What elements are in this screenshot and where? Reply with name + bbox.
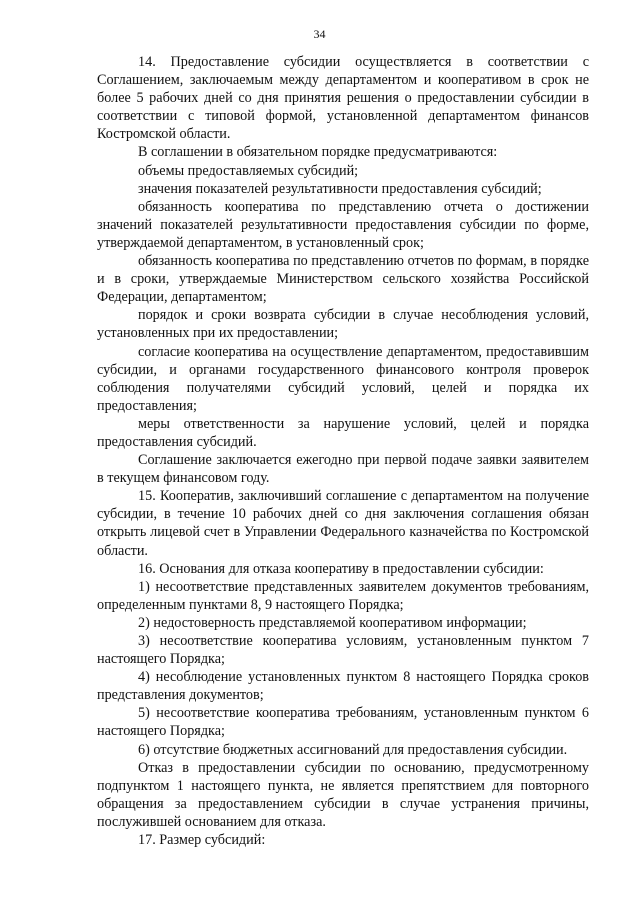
paragraph-17: 17. Размер субсидий:	[138, 832, 266, 849]
list-item: 3) несоответствие кооператива условиям, установленным пунктом 7 настоящего Порядка;	[97, 633, 589, 668]
list-item: обязанность кооператива по представлению отчетов по формам, в порядке и в сроки, утверждаемые Министерством сельского хозяйства Российской Федерации, департаментом;	[97, 253, 589, 306]
paragraph-agreement-intro: В соглашении в обязательном порядке предусматриваются:	[138, 144, 498, 161]
list-item: 4) несоблюдение установленных пунктом 8 настоящего Порядка сроков представления документов;	[97, 669, 589, 704]
list-item: 5) несоответствие кооператива требованиям, установленным пунктом 6 настоящего Порядка;	[97, 705, 589, 740]
list-item: 2) недостоверность представляемой кооперативом информации;	[138, 614, 527, 631]
page-number: 34	[313, 27, 326, 41]
list-item: 1) несоответствие представленных заявителем документов требованиям, определенным пунктами 8, 9 настоящего Порядка;	[97, 578, 589, 613]
paragraph-14: 14. Предоставление субсидии осуществляется в соответствии с Соглашением, заключаемым между департаментом и кооперативом в срок не более 5 рабочих дней со дня принятия решения о предоставлении субсидии в соответствии с типовой формой, установленной департаментом финансов Костромской области.	[97, 54, 589, 143]
list-item: 6) отсутствие бюджетных ассигнований для предоставления субсидии.	[138, 741, 568, 758]
list-item: порядок и сроки возврата субсидии в случае несоблюдения условий, установленных при их предоставлении;	[97, 307, 589, 342]
paragraph-refusal-note: Отказ в предоставлении субсидии по основанию, предусмотренному подпунктом 1 настоящего пункта, не является препятствием для повторного обращения за предоставлением субсидии в случае устранения причины, послужившей основанием для отказа.	[97, 759, 589, 830]
paragraph-15: 15. Кооператив, заключивший соглашение с департаментом на получение субсидии, в течение 10 рабочих дней со дня заключения соглашения обязан открыть лицевой счет в Управлении Федерального казначейства по Костромской области.	[97, 488, 589, 559]
list-item: меры ответственности за нарушение условий, целей и порядка предоставления субсидий.	[97, 415, 589, 450]
paragraph-16: 16. Основания для отказа кооперативу в предоставлении субсидии:	[138, 560, 544, 577]
list-item: согласие кооператива на осуществление департаментом, предоставившим субсидии, и органами государственного финансового контроля проверок соблюдения получателями субсидий условий, целей и порядка их предоставления;	[97, 343, 589, 414]
list-item: значения показателей результативности предоставления субсидий;	[138, 180, 542, 197]
paragraph-agreement-annual: Соглашение заключается ежегодно при первой подаче заявки заявителем в текущем финансовом году.	[97, 452, 589, 487]
list-item: объемы предоставляемых субсидий;	[138, 162, 359, 179]
list-item: обязанность кооператива по представлению отчета о достижении значений показателей результативности предоставления субсидии по форме, утверждаемой департаментом, в установленный срок;	[97, 198, 589, 251]
body-text	[97, 53, 589, 849]
